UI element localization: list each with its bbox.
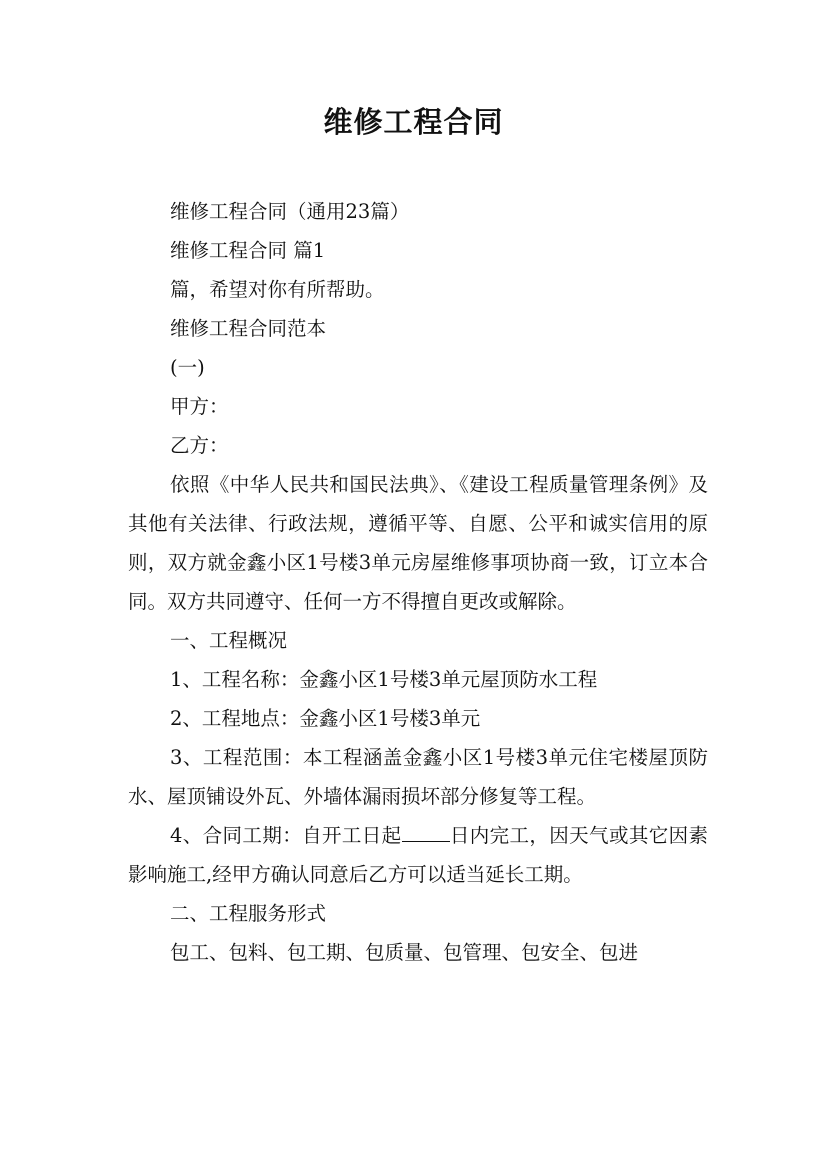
document-title: 维修工程合同: [323, 105, 504, 139]
paragraph-project-location: 2、工程地点：金鑫小区1号楼3单元: [170, 707, 481, 730]
paragraph-contract-term: [128, 816, 708, 894]
paragraph-party-a: 甲方：: [170, 395, 229, 418]
contract-term-rest: 日内完工，因天气或其它因素影响施工,经甲方确认同意后乙方可以适当延长工期。: [128, 824, 708, 886]
contract-term-blank: [402, 825, 450, 842]
paragraph-party-b: 乙方：: [170, 434, 229, 457]
paragraph-project-name: 1、工程名称：金鑫小区1号楼3单元屋顶防水工程: [170, 668, 598, 691]
paragraph-part-number: (一): [170, 356, 205, 379]
paragraph-preamble: 依照《中华人民共和国民法典》、《建设工程质量管理条例》及其他有关法律、行政法规，遵循平等、自愿、公平和诚实信用的原则，双方就金鑫小区1号楼3单元房屋维修事项协商一致，订立本合同。双方共同遵守、任何一方不得擅自更改或解除。: [128, 473, 708, 613]
paragraph-section-2-heading: 二、工程服务形式: [170, 902, 327, 925]
paragraph-service-form: 包工、包料、包工期、包质量、包管理、包安全、包进: [170, 941, 639, 964]
contract-term-lead: 4、合同工期：自开工日起: [170, 824, 402, 847]
paragraph-section-1-heading: 一、工程概况: [170, 629, 288, 652]
paragraph-heading: 维修工程合同（通用23篇）: [170, 200, 410, 223]
paragraph-template-title: 维修工程合同范本: [170, 317, 327, 340]
document-body: [128, 192, 708, 972]
paragraph-section-title: 维修工程合同 篇1: [170, 239, 326, 262]
paragraph-project-scope: 3、工程范围：本工程涵盖金鑫小区1号楼3单元住宅楼屋顶防水、屋顶铺设外瓦、外墙体漏雨损坏部分修复等工程。: [128, 746, 708, 808]
paragraph-intro: 篇，希望对你有所帮助。: [170, 278, 385, 301]
